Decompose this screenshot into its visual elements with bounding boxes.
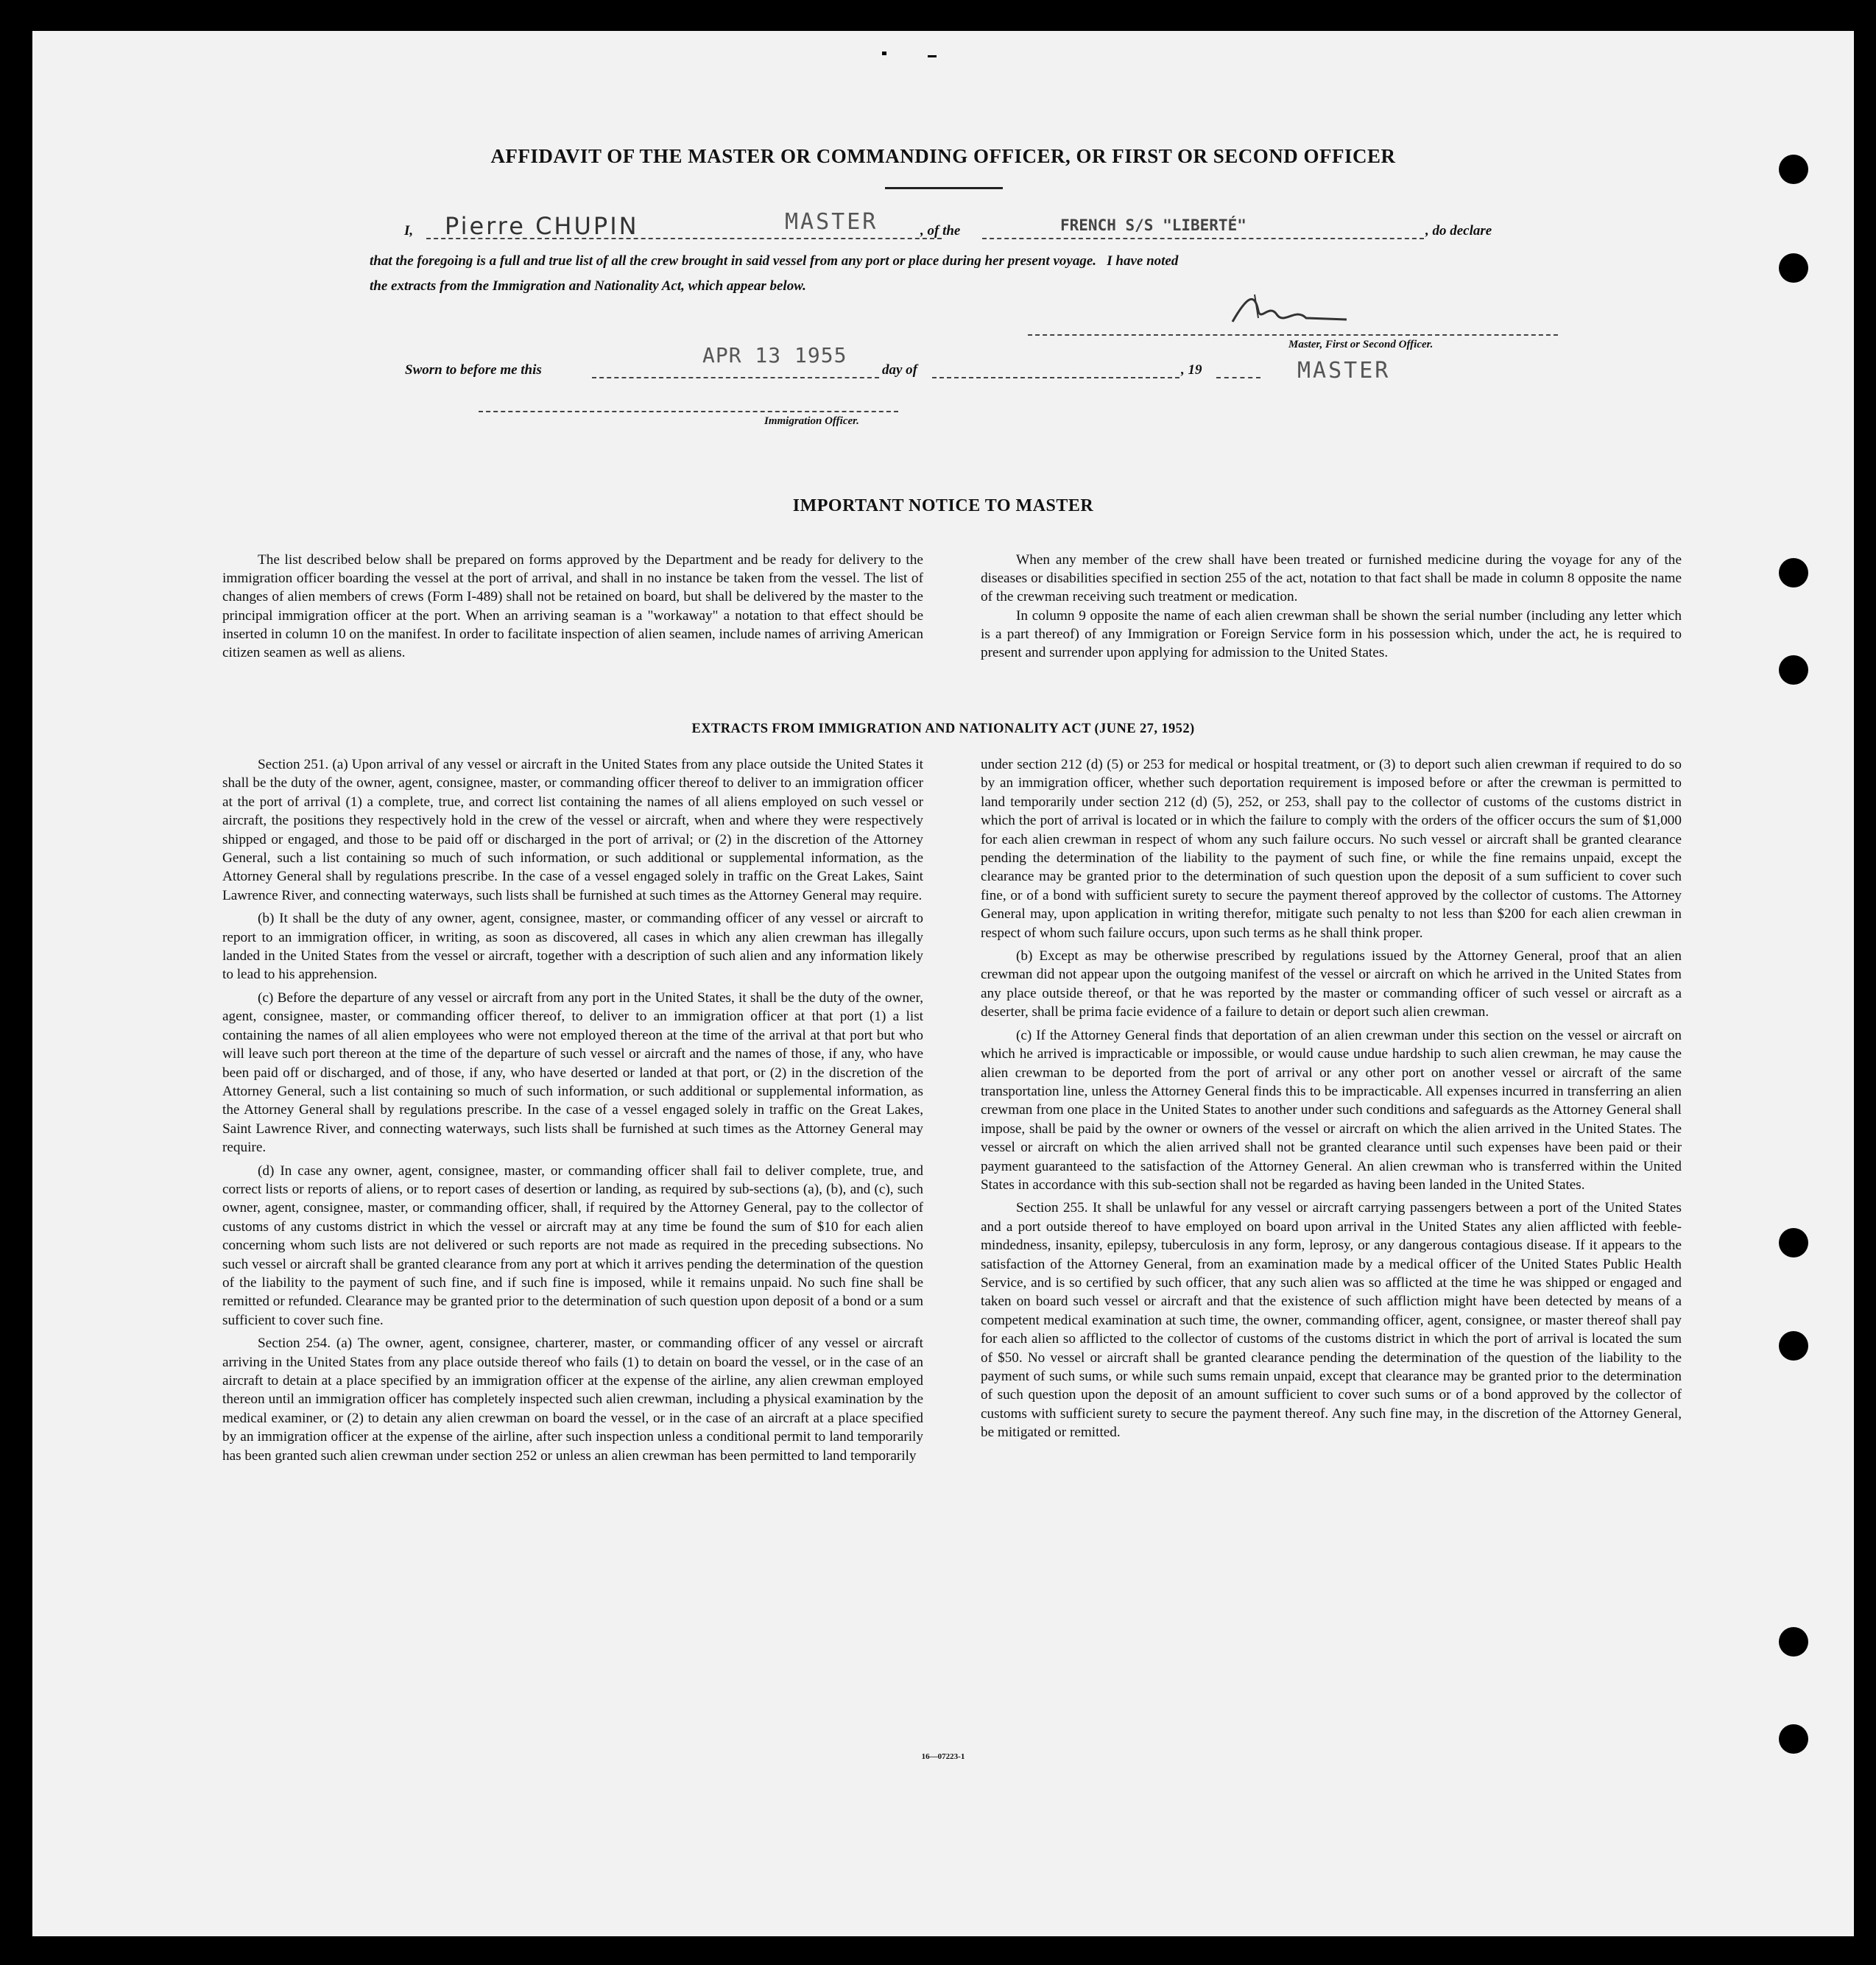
declaration-line-1: that the foregoing is a full and true list of all the crew brought in said vessel from any port or place during her present voyage. I have noted [370,253,1179,269]
section-251b: (b) It shall be the duty of any owner, agent, consignee, master, or commanding officer of any vessel or aircraft to report to an immigration officer, in writing, as soon as discovered, all cases in which any alien crewman has illegally landed in the United States from the vessel or aircraft, together with a description of such alien and any information likely to lead to his apprehension. [222,911,923,983]
vessel-blank [982,238,1424,239]
rank-stamp: MASTER [785,209,878,235]
section-254c: (c) If the Attorney General finds that deportation of an alien crewman under this section on the vessel or aircraft on which he arrived is impracticable or impossible, or would cause undue hardship to such alien crewman, he may cause the alien crewman to be deported from the port of arrival or any other port on another vessel or aircraft of the same transportation line, unless the Attorney General finds this to be impracticable. All expenses incurred in transferring an alien crewman from one place in the United States to another under such conditions and safeguards as the Attorney General shall impose, shall be paid by the owner or owners of the vessel or aircraft on which the alien arrived in the United States. The vessel or aircraft on which the alien arrived shall not be granted clearance until such expenses have been paid or their payment guaranteed to the satisfaction of the Attorney General. An alien crewman who is transferred within the United States in accordance with this sub-section shall not be regarded as having been landed in the United States. [981,1027,1682,1193]
extracts-right-column [981,755,1682,1447]
section-254a: Section 254. (a) The owner, agent, consignee, charterer, master, or commanding officer of any vessel or aircraft arriving in the United States from any place outside thereof who fails (1) to detain on board the vessel, or in the case of an aircraft to detain at a place specified by an immigration officer at the expense of the airline, any alien crewman employed thereon until an immigration officer has completely inspected such alien crewman, including a physical examination by the medical examiner, or (2) to detain any alien crewman on board the vessel, or in the case of an aircraft at a place specified by an immigration officer at the expense of the airline, after such inspection unless a conditional permit to land temporarily has been granted such alien crewman under section 252 or unless an alien crewman has been permitted to land temporarily [222,1336,923,1464]
sworn-date-stamp: APR 13 1955 [702,343,847,367]
master-stamp: MASTER [1297,358,1391,384]
form-code: 16—07223-1 [921,1752,965,1761]
sworn-label: Sworn to before me this [405,362,542,378]
extracts-title: EXTRACTS FROM IMMIGRATION AND NATIONALITY ACT (JUNE 27, 1952) [691,722,1195,736]
binder-hole [1779,1627,1808,1657]
declaration-line-2: the extracts from the Immigration and Nationality Act, which appear below. [370,278,806,294]
binder-hole [1779,1331,1808,1361]
i-label: I, [404,223,414,239]
sworn-day-blank [592,377,879,378]
month-blank [932,377,1179,378]
affidavit-title: AFFIDAVIT OF THE MASTER OR COMMANDING OFFICER, OR FIRST OR SECOND OFFICER [490,145,1396,167]
notice-right [981,551,1682,662]
notice-left-text: The list described below shall be prepared on forms approved by the Department and be ready for delivery to the immigration officer boarding the vessel at the port of arrival, and shall in no instance be taken from the vessel. The list of changes of alien members of crews (Form I-489) shall not be retained on board, but shall be delivered by the master to the principal immigration officer at the port. When an arriving seaman is a "workaway" a notation to that effect should be inserted in column 10 on the manifest. In order to facilitate inspection of alien seamen, include names of arriving American citizen seamen as well as aliens. [222,552,923,661]
immigration-officer-caption: Immigration Officer. [764,415,859,427]
binder-hole [1779,1724,1808,1754]
year-blank [1216,377,1260,378]
section-255: Section 255. It shall be unlawful for any vessel or aircraft carrying passengers between a port of the United States and a port outside thereof to have employed on board upon arrival in the United States any alien afflicted with feeble-mindedness, insanity, epilepsy, tuberculosis in any form, leprosy, or any dangerous contagious disease. If it appears to the satisfaction of the Attorney General, from an examination made by a medical officer of the United States Public Health Service, and is so certified by such officer, that any such alien was so afflicted at the time he was shipped or engaged and taken on board such vessel or aircraft and that the existence of such affliction might have been detected by means of a competent medical examination at such time, the owner, commanding officer, agent, consignee, or master thereof shall pay for each alien so afflicted to the collector of customs of the customs district in which the port of arrival is located the sum of $50. No vessel or aircraft shall be granted clearance pending the determination of the question of the liability to the payment of such sums, or while such sums remain unpaid, except that clearance may be granted prior to the determination of such question upon the deposit of an amount sufficient to cover such sums or of a bond approved by the collector of customs with sufficient surety to secure the payment thereof. Any such fine may, in the discretion of the Attorney General, be mitigated or remitted. [981,1200,1682,1441]
year-label: , 19 [1181,362,1202,378]
section-251c: (c) Before the departure of any vessel or aircraft from any port in the United States, it shall be the duty of the owner, agent, consignee, master, or commanding officer thereof, to deliver to an immigration officer at that port (1) a list containing the names of all alien employees who were not employed thereon at the time of the arrival at that port but who will leave such port thereon at the time of the departure of such vessel or aircraft and the names of those, if any, who have been paid off or discharged, and of those, if any, who have deserted or landed at that port, or (2) in the discretion of the Attorney General, such a list containing so much of such information, or such additional or supplemental information, as the Attorney General shall by regulations prescribe. In the case of a vessel engaged solely in traffic on the Great Lakes, Saint Lawrence River, and connecting waterways, such lists shall be furnished at such times as the Attorney General may require. [222,989,923,1156]
do-declare-label: , do declare [1425,223,1492,239]
section-251d: (d) In case any owner, agent, consignee, master, or commanding officer shall fail to deliver complete, true, and correct lists or reports of aliens, or to report cases of desertion or landing, as required by sub-sections (a), (b), and (c), such owner, agent, consignee, master, or commanding officer, shall, if required by the Attorney General, pay to the collector of customs of any customs district in which the vessel or aircraft may at any time be found the sum of $10 for each alien concerning whom such lists are not delivered or such reports are not made as required in the preceding subsections. No such vessel or aircraft shall be granted clearance from any port at which it arrives pending the determination of the question of the liability to the payment of such fine, and if such fine is imposed, while it remains unpaid. No such fine shall be remitted or refunded. Clearance may be granted prior to the determination of such question upon deposit of a bond or a sum sufficient to cover such fine. [222,1163,923,1328]
binder-hole [1779,253,1808,283]
speck-mark [928,55,937,57]
day-of-label: day of [882,362,918,378]
notice-right-p2: In column 9 opposite the name of each alien crewman shall be shown the serial number (including any letter which is a part thereof) of any Immigration or Foreign Service form in his possession which, under the act, he is required to present and surrender upon applying for admission to the United States. [981,607,1682,661]
signature-scrawl [1225,289,1350,333]
title-rule [885,187,1003,189]
notice-title: IMPORTANT NOTICE TO MASTER [792,496,1094,515]
master-signature-blank [1028,334,1558,336]
vessel-name: FRENCH S/S "LIBERTÉ" [1060,216,1246,234]
of-the-label: , of the [920,223,961,239]
binder-hole [1779,558,1808,588]
section-251a: Section 251. (a) Upon arrival of any vessel or aircraft in the United States from any place outside the United States it shall be the duty of the owner, agent, consignee, master, or commanding officer thereof to deliver to an immigration officer at the port of arrival (1) a complete, true, and correct list containing the names of all aliens employed on such vessel or aircraft, the positions they respectively hold in the crew of the vessel or aircraft, when and where they were respectively shipped or engaged, and those to be paid off or discharged in the port of arrival; or (2) in the discretion of the Attorney General, such a list containing so much of such information, or such additional or supplemental information, as the Attorney General shall by regulations prescribe. In the case of a vessel engaged solely in traffic on the Great Lakes, Saint Lawrence River, and connecting waterways, such lists shall be furnished at such times as the Attorney General may require. [222,757,923,903]
notice-right-p1: When any member of the crew shall have been treated or furnished medicine during the voyage for any of the diseases or disabilities specified in section 255 of the act, notation to that fact shall be made in column 8 opposite the name of the crewman receiving such treatment or medication. [981,552,1682,605]
section-254a-cont: under section 212 (d) (5) or 253 for medical or hospital treatment, or (3) to deport such alien crewman if required to do so by an immigration officer, whether such deportation requirement is imposed before or after the crewman is permitted to land temporarily under section 212 (d) (5), 252, or 253, shall pay to the collector of customs of the customs district in which the port of arrival is located or in which the failure to comply with the orders of the officer occurs the sum of $1,000 for each alien crewman in respect of whom any such failure occurs. No such vessel or aircraft shall be granted clearance pending the determination of the liability to the payment of such fine, or while the fine remains unpaid, except the clearance may be granted prior to the determination of such question upon the deposit of a sum sufficient to cover such fine, or of a bond with sufficient surety to secure the payment thereof approved by the collector of customs. The Attorney General may, upon application in writing therefor, mitigate such penalty to not less than $200 for each alien crewman in respect of whom such failure occurs, upon such terms as he shall think proper. [981,757,1682,941]
extracts-left-column [222,755,923,1470]
crew-master-name: Pierre CHUPIN [445,212,639,240]
binder-hole [1779,655,1808,685]
document-page [32,31,1854,1936]
immigration-officer-blank [479,411,898,412]
notice-left [222,551,923,662]
binder-hole [1779,1228,1808,1257]
speck-mark [882,52,886,55]
master-caption: Master, First or Second Officer. [1288,339,1434,350]
section-254b: (b) Except as may be otherwise prescribed by regulations issued by the Attorney General, proof that an alien crewman did not appear upon the outgoing manifest of the vessel or aircraft on which he arrived in the United States from any place outside thereof, or that he was reported by the master or commanding officer of such vessel or aircraft as a deserter, shall be prima facie evidence of a failure to detain or deport such alien crewman. [981,948,1682,1020]
